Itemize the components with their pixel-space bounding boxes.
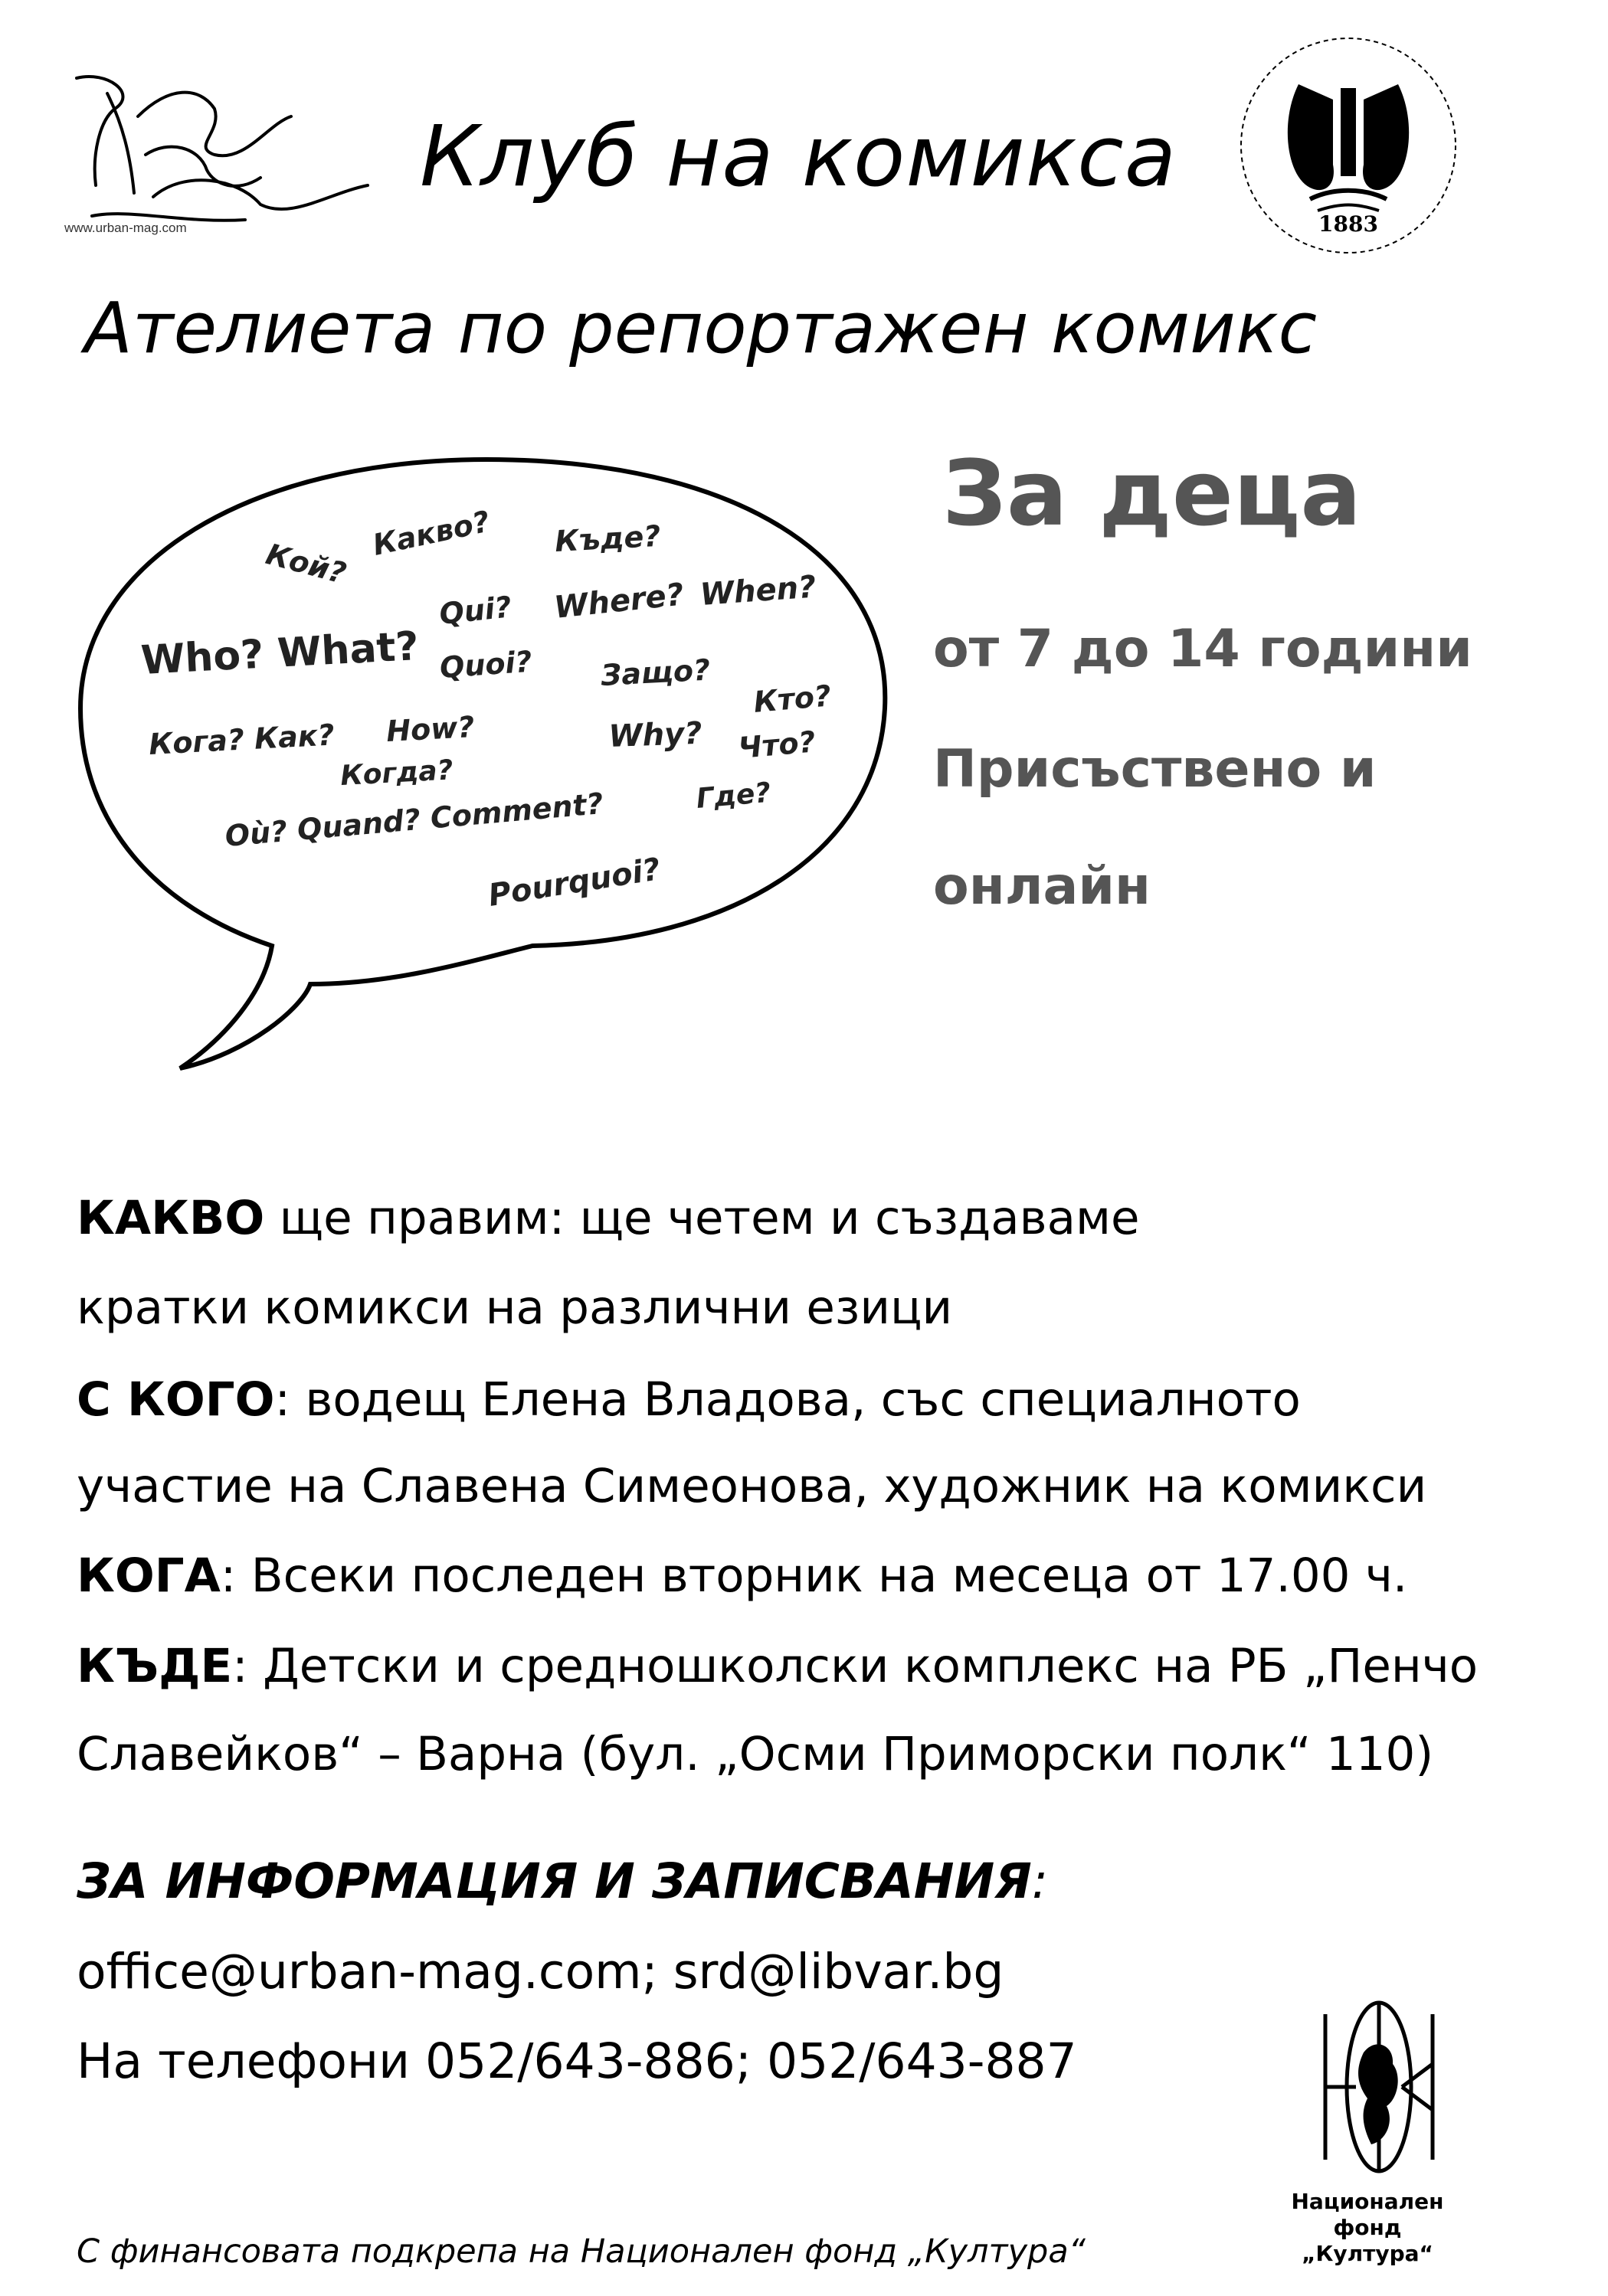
bubble-word: Когда? [339,754,454,792]
mode-line-2: онлайн [933,856,1151,917]
contact-phones[interactable]: На телефони 052/643-886; 052/643-887 [77,2033,1077,2089]
logo-url: www.urban-mag.com [64,221,187,235]
bubble-word: Who? What? [139,623,421,684]
bubble-word: Кто? [752,679,833,719]
bubble-word: Кой? [262,537,350,591]
bubble-word: Qui? [437,590,513,631]
bubble-word: When? [699,569,817,613]
support-note: С финансовата подкрепа на Национален фонд „Култура“ [77,2232,1086,2271]
bubble-word: Why? [608,715,703,754]
what-label: КАКВО [77,1191,265,1245]
fund-line-2: фонд [1333,2215,1402,2240]
mode-line-1: Присъствено и [933,739,1377,800]
info-heading [77,1853,1048,1909]
who-label: С КОГО [77,1372,275,1427]
contact-emails[interactable]: office@urban-mag.com; srd@libvar.bg [77,1944,1004,2000]
who-line-2: участие на Славена Симеонова, художник на комикси [77,1459,1427,1513]
urban-mag-logo-icon [61,63,391,243]
what-text: ще правим: ще четем и създаваме [264,1191,1140,1245]
urban-mag-logo [61,63,391,243]
bubble-word: How? [385,710,476,748]
seal-year: 1883 [1318,211,1378,237]
bubble-word: Какво? [369,504,493,562]
where-line [77,1639,1478,1693]
national-fund-logo-icon [1302,1991,1456,2183]
what-line-2: кратки комикси на различни езици [77,1280,953,1335]
workshop-title: Ателиета по репортажен комикс [84,287,1318,369]
bubble-word: Où? Quand? Comment? [223,786,605,853]
fund-line-3: „Култура“ [1302,2241,1433,2266]
club-title: Клуб на комикса [420,107,1177,205]
what-line [77,1191,1140,1245]
bubble-word: Pourquoi? [486,852,663,914]
library-seal-icon [1226,31,1471,260]
bubble-word: Quoi? [438,644,533,685]
info-heading-colon: : [1031,1853,1049,1909]
age-range: от 7 до 14 години [933,619,1472,679]
where-line-2: Славейков“ – Варна (бул. „Осми Приморски полк“ 110) [77,1727,1434,1781]
when-text: : Всеки последен вторник на месеца от 17.00 ч. [220,1549,1408,1603]
who-line [77,1372,1301,1427]
where-label: КЪДЕ [77,1639,233,1693]
where-text: : Детски и средношколски комплекс на РБ „Пенчо [232,1639,1479,1693]
bubble-word: Что? [736,724,817,765]
fund-line-1: Национален [1291,2189,1444,2214]
bubble-word: Къде? [554,518,662,558]
when-label: КОГА [77,1549,221,1603]
bubble-word: Кога? Как? [148,718,336,761]
national-fund-logo [1302,1991,1456,2183]
bubble-word: Защо? [600,652,712,692]
bubble-word: Where? [552,577,686,626]
bubble-word: Где? [695,777,772,815]
info-heading-text: ЗА ИНФОРМАЦИЯ И ЗАПИСВАНИЯ [77,1853,1032,1909]
who-text: : водещ Елена Владова, със специалното [274,1372,1301,1427]
speech-bubble [73,456,900,1072]
when-line [77,1549,1407,1603]
library-seal-logo [1226,31,1471,260]
audience-title: За деца [942,440,1361,546]
national-fund-caption [1268,2189,1467,2267]
speech-bubble-icon [73,456,900,1072]
